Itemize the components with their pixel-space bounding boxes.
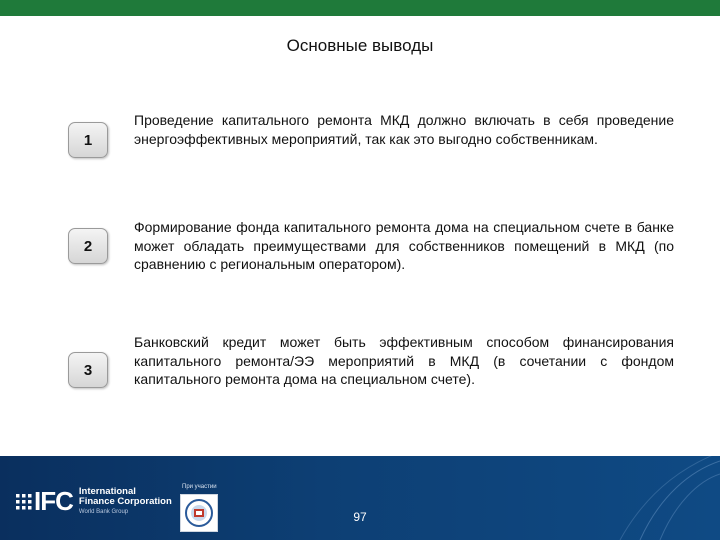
conclusion-text-2: Формирование фонда капитального ремонта дома на специальном счете в банке может обладать преимуществами для собственников помещений в МКД (по сравнению с региональным оператором).	[134, 219, 674, 272]
ifc-wordmark: IFC	[34, 486, 73, 516]
ifc-logo-line-2: Finance Corporation	[78, 495, 172, 507]
ifc-globe-icon	[14, 492, 34, 512]
conclusion-number-2: 2	[68, 228, 108, 264]
conclusion-text-3: Банковский кредит может быть эффективным способом финансирования капитального ремонта/ЭЭ мероприятий в МКД (в сочетании с фондом капитального ремонта дома на специальном счете).	[134, 334, 674, 387]
partner-emblem-icon	[181, 495, 217, 531]
ifc-logo-line-1: International	[78, 485, 136, 497]
conclusion-text-1: Проведение капитального ремонта МКД должно включать в себя проведение энергоэффективных мероприятий, так как это выгодно собственникам.	[134, 112, 674, 147]
footer-bar	[0, 456, 720, 540]
partner-label: При участии	[182, 484, 217, 490]
conclusion-number-3: 3	[68, 352, 108, 388]
top-accent-bar	[0, 0, 720, 16]
page-number: 97	[353, 510, 367, 524]
conclusion-number-1: 1	[68, 122, 108, 158]
partner-logo	[180, 494, 218, 532]
ifc-logo-line-3: World Bank Group	[78, 508, 129, 515]
slide-title: Основные выводы	[286, 36, 434, 55]
ifc-logo-mark	[14, 486, 73, 517]
ifc-logo-text	[79, 487, 172, 517]
ifc-logo	[14, 486, 172, 517]
